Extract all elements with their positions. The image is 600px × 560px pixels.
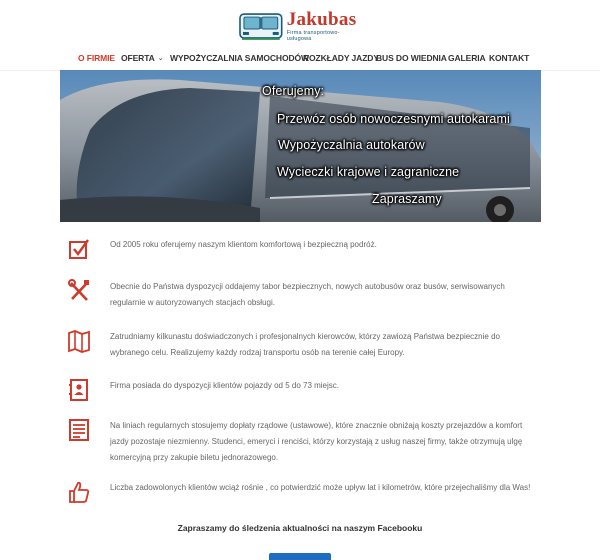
chevron-down-icon: ⌄ bbox=[157, 55, 164, 62]
logo-name: Jakubas bbox=[286, 9, 357, 30]
nav-item-kontakt[interactable] bbox=[489, 53, 529, 63]
main-navigation bbox=[0, 50, 600, 66]
checkbox-icon bbox=[68, 237, 90, 261]
map-icon bbox=[68, 329, 90, 353]
nav-item-label: WYPOŻYCZALNIA SAMOCHODÓW bbox=[170, 53, 309, 63]
hero-line: Przewóz osób nowoczesnymi autokarami bbox=[277, 112, 510, 126]
feature-text: Na liniach regularnych stosujemy dopłaty rządowe (ustawowe), które znacznie obniżają koszty przejazdów a komfort jazdy pozostaje niezmienny. Studenci, emeryci i renciści, którzy korzystają z usług naszej firmy, także otrzymują ulgę komercyjną przy zakupie biletu jednorazowego. bbox=[110, 421, 523, 462]
hero-line: Wypożyczalnia autokarów bbox=[278, 138, 425, 152]
nav-item-oferta[interactable] bbox=[121, 53, 163, 63]
nav-item-label: ROZKŁADY JAZDY bbox=[303, 53, 379, 63]
site-logo[interactable] bbox=[238, 7, 364, 45]
tools-icon bbox=[68, 279, 90, 303]
nav-item-wypozyczalnia[interactable] bbox=[170, 53, 309, 63]
nav-item-galeria[interactable] bbox=[448, 53, 486, 63]
nav-item-label: BUS DO WIEDNIA bbox=[376, 53, 447, 63]
logo-subtitle: Firma transportowo-usługowa bbox=[286, 30, 340, 42]
nav-item-label: KONTAKT bbox=[489, 53, 530, 63]
nav-item-label: GALERIA bbox=[448, 53, 486, 63]
hero-line: Zapraszamy bbox=[372, 192, 442, 206]
document-icon bbox=[68, 418, 90, 442]
feature-text: Od 2005 roku oferujemy naszym klientom komfortową i bezpieczną podróż. bbox=[110, 240, 377, 249]
feature-text: Obecnie do Państwa dyspozycji oddajemy tabor bezpiecznych, nowych autobusów oraz busów, serwisowanych regularnie w autoryzowanych stacjach obsługi. bbox=[110, 282, 505, 307]
thumbs-up-icon bbox=[68, 480, 90, 504]
nav-item-label: O FIRMIE bbox=[78, 53, 115, 63]
site-header bbox=[0, 0, 600, 70]
hero-banner bbox=[60, 70, 541, 222]
hero-line: Wycieczki krajowe i zagraniczne bbox=[277, 165, 460, 179]
facebook-button[interactable] bbox=[269, 553, 331, 560]
nav-item-label: OFERTA bbox=[121, 53, 155, 63]
feature-text: Liczba zadowolonych klientów wciąż rośnie , co potwierdzić może upływ lat i kilometrów, które przejechaliśmy dla Was! bbox=[110, 483, 531, 492]
feature-text: Firma posiada do dyspozycji klientów pojazdy od 5 do 73 miejsc. bbox=[110, 381, 340, 390]
nav-item-bus-do-wiednia[interactable] bbox=[376, 53, 447, 63]
nav-item-rozklady-jazdy[interactable] bbox=[303, 53, 379, 63]
hero-heading: Oferujemy: bbox=[262, 84, 325, 98]
facebook-note: Zapraszamy do śledzenia aktualności na naszym Facebooku bbox=[177, 523, 423, 533]
bus-logo-icon bbox=[238, 9, 284, 43]
contacts-book-icon bbox=[68, 378, 90, 402]
nav-item-o-firmie[interactable] bbox=[78, 53, 115, 63]
feature-text: Zatrudniamy kilkunastu doświadczonych i profesjonalnych kierowców, którzy zawiozą Państwa bezpiecznie do wybranego celu. Realizujemy każdy rodzaj transportu osób na terenie całej Europy. bbox=[110, 332, 500, 357]
